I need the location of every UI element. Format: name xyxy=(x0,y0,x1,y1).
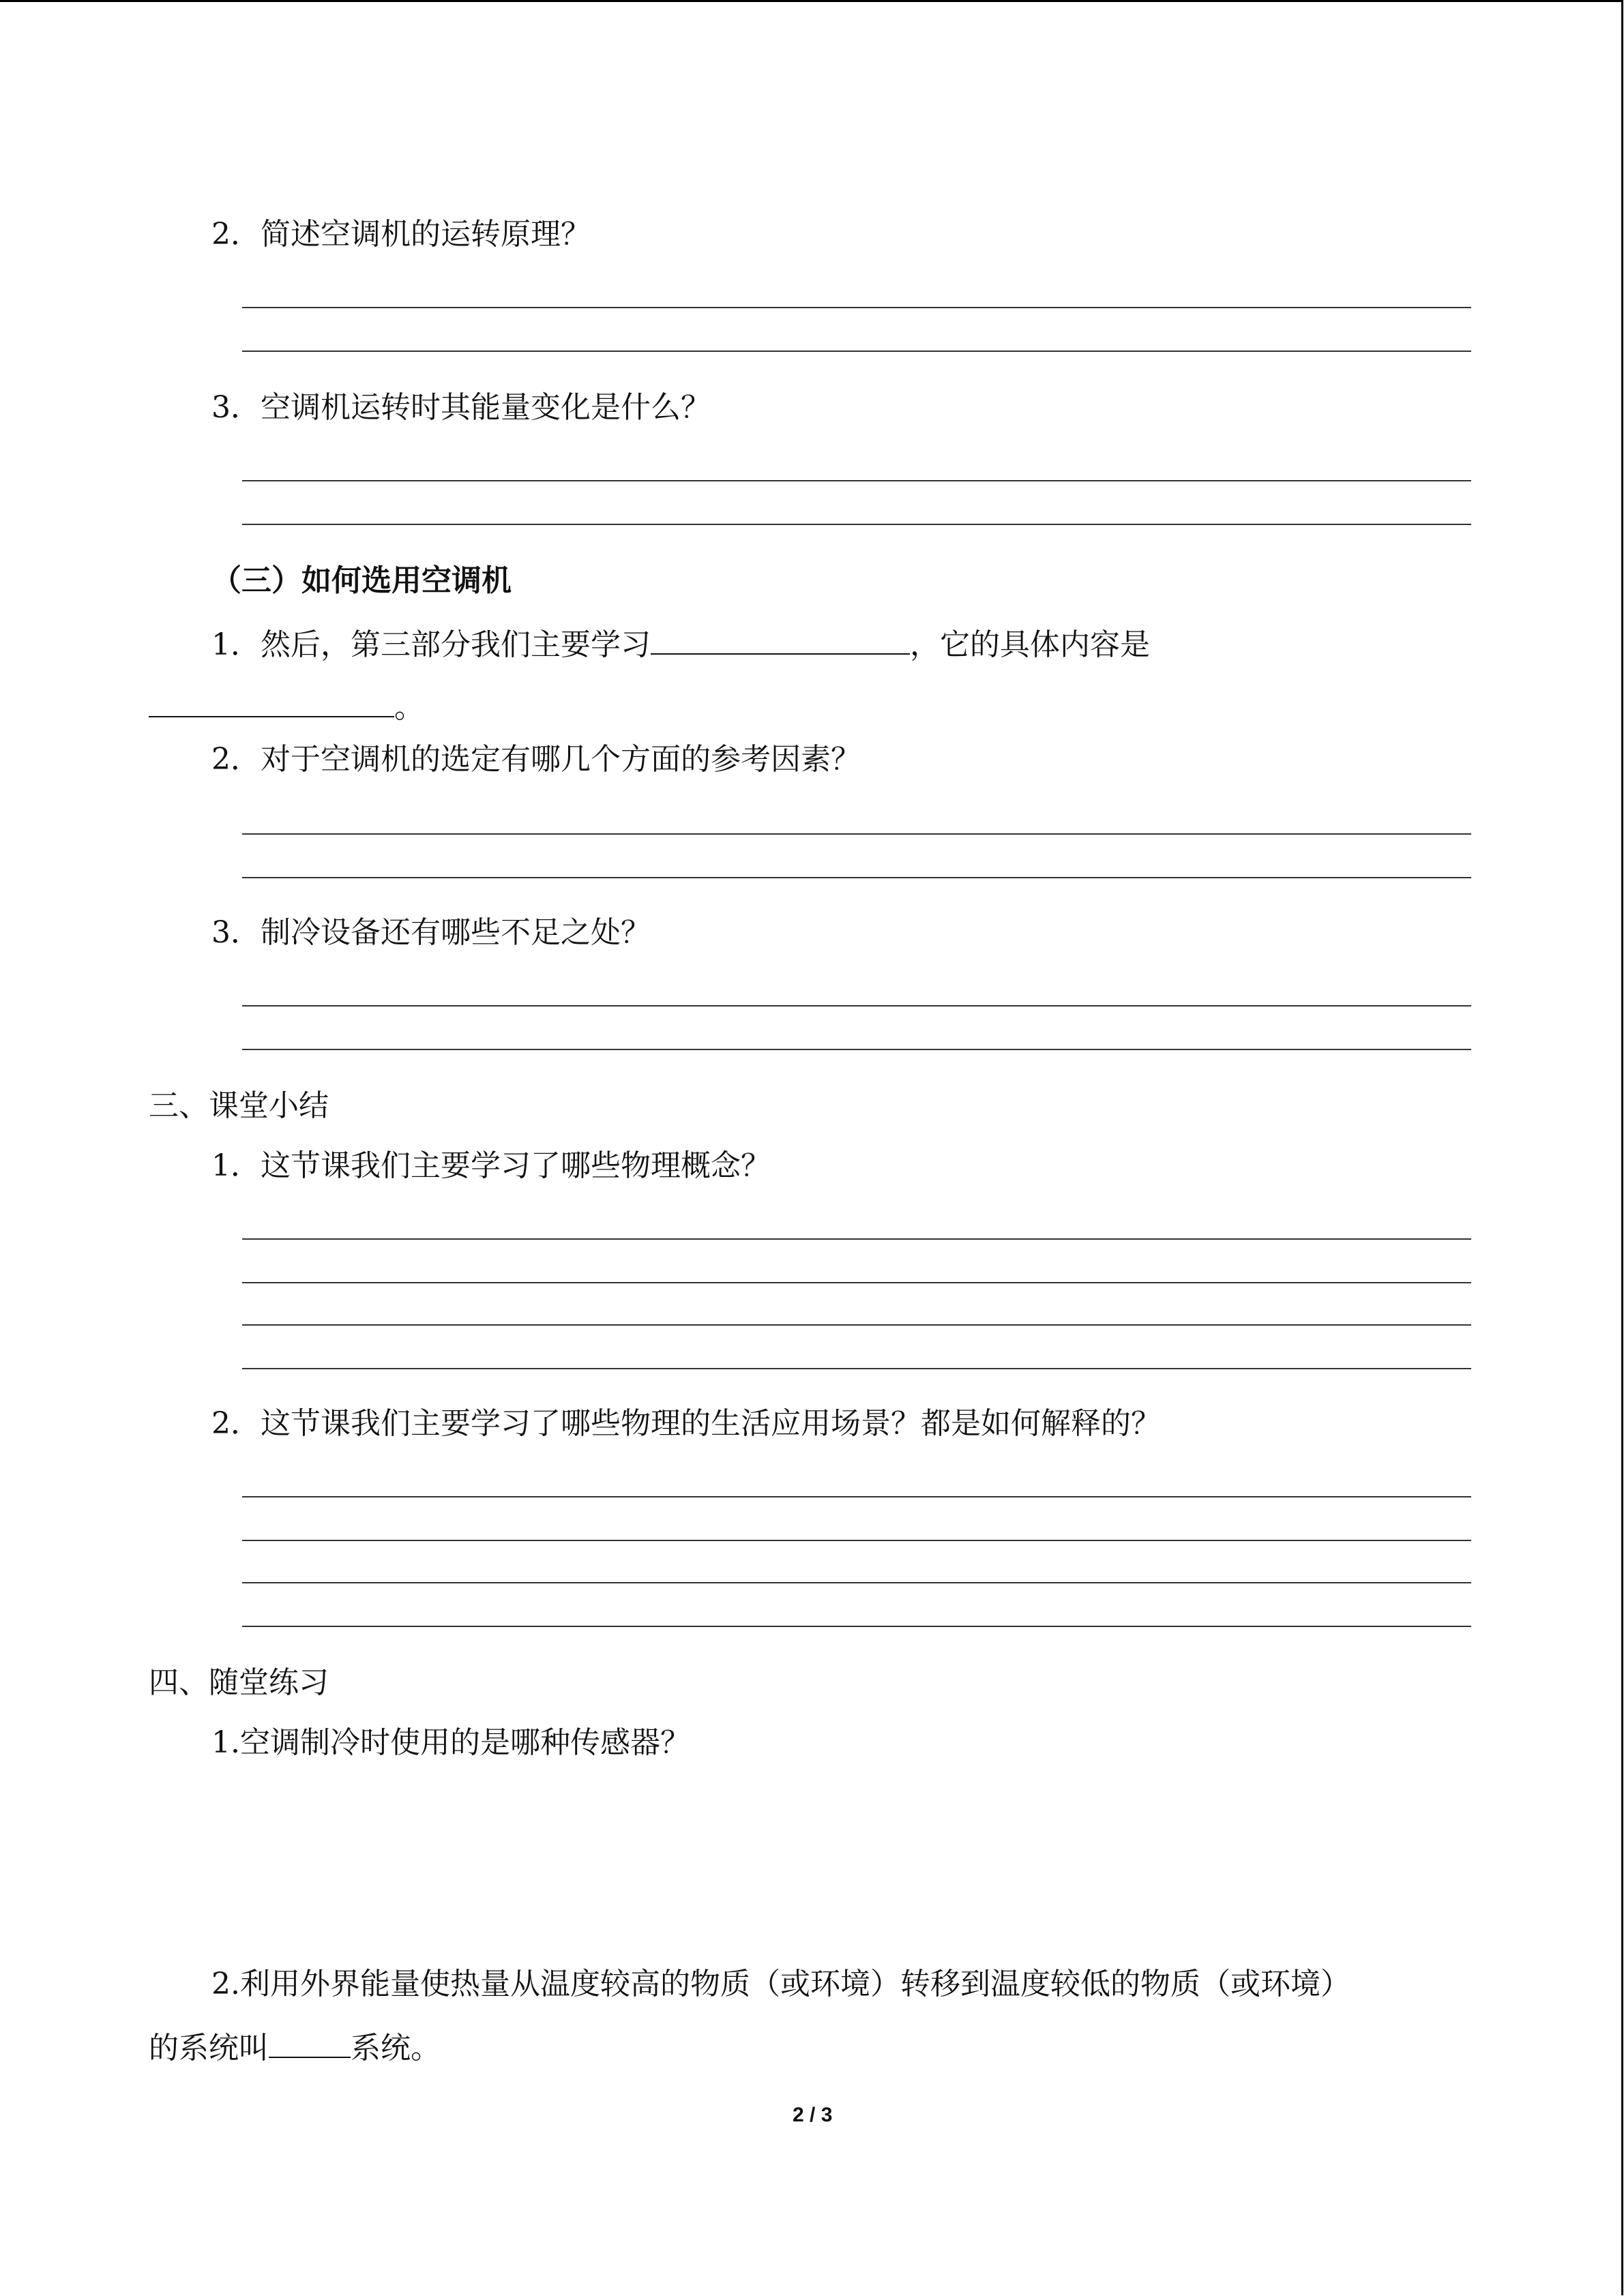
section-heading-practice: 四、随堂练习 xyxy=(149,1665,329,1700)
practice-question-2-line-2 xyxy=(149,2029,441,2066)
question-1-line xyxy=(211,626,1150,660)
question-1-text-a: 1．然后，第三部分我们主要学习 xyxy=(211,627,651,662)
question-2-text: 2．对于空调机的选定有哪几个方面的参考因素？ xyxy=(211,742,861,777)
answer-line[interactable] xyxy=(242,480,1471,481)
summary-question-1: 1．这节课我们主要学习了哪些物理概念？ xyxy=(211,1148,771,1183)
section-heading-choose-ac: （三）如何选用空调机 xyxy=(211,563,512,598)
practice-question-2-text-a: 的系统叫 xyxy=(149,2031,269,2066)
answer-line[interactable] xyxy=(242,1540,1471,1541)
question-1-end: 。 xyxy=(394,690,424,725)
answer-line[interactable] xyxy=(242,1582,1471,1583)
answer-line[interactable] xyxy=(242,1282,1471,1283)
question-1-text-b: ，它的具体内容是 xyxy=(910,627,1150,662)
question-1-continuation xyxy=(149,689,424,723)
answer-line[interactable] xyxy=(242,877,1471,878)
answer-line[interactable] xyxy=(242,1626,1471,1627)
answer-line[interactable] xyxy=(242,524,1471,525)
answer-line[interactable] xyxy=(242,1238,1471,1240)
fill-blank-topic[interactable] xyxy=(651,626,910,655)
summary-question-2: 2．这节课我们主要学习了哪些物理的生活应用场景？都是如何解释的？ xyxy=(211,1406,1161,1441)
fill-blank-content[interactable] xyxy=(149,689,394,717)
practice-question-2-text-b: 系统。 xyxy=(351,2031,441,2066)
question-3-text: 3．空调机运转时其能量变化是什么？ xyxy=(211,390,711,425)
practice-question-1: 1.空调制冷时使用的是哪种传感器？ xyxy=(211,1725,690,1760)
question-3-text: 3．制冷设备还有哪些不足之处？ xyxy=(211,915,651,950)
answer-line[interactable] xyxy=(242,1049,1471,1050)
section-heading-summary: 三、课堂小结 xyxy=(149,1088,329,1123)
answer-line[interactable] xyxy=(242,1324,1471,1326)
answer-line[interactable] xyxy=(242,833,1471,835)
answer-line[interactable] xyxy=(242,307,1471,308)
fill-blank-system[interactable] xyxy=(269,2029,351,2058)
page-number: 2 / 3 xyxy=(793,2104,833,2126)
answer-line[interactable] xyxy=(242,351,1471,352)
answer-line[interactable] xyxy=(242,1368,1471,1369)
practice-question-2-line-1: 2.利用外界能量使热量从温度较高的物质（或环境）转移到温度较低的物质（或环境） xyxy=(211,1967,1350,2001)
answer-line[interactable] xyxy=(242,1005,1471,1007)
question-2-text: 2．简述空调机的运转原理？ xyxy=(211,217,591,252)
answer-line[interactable] xyxy=(242,1496,1471,1497)
